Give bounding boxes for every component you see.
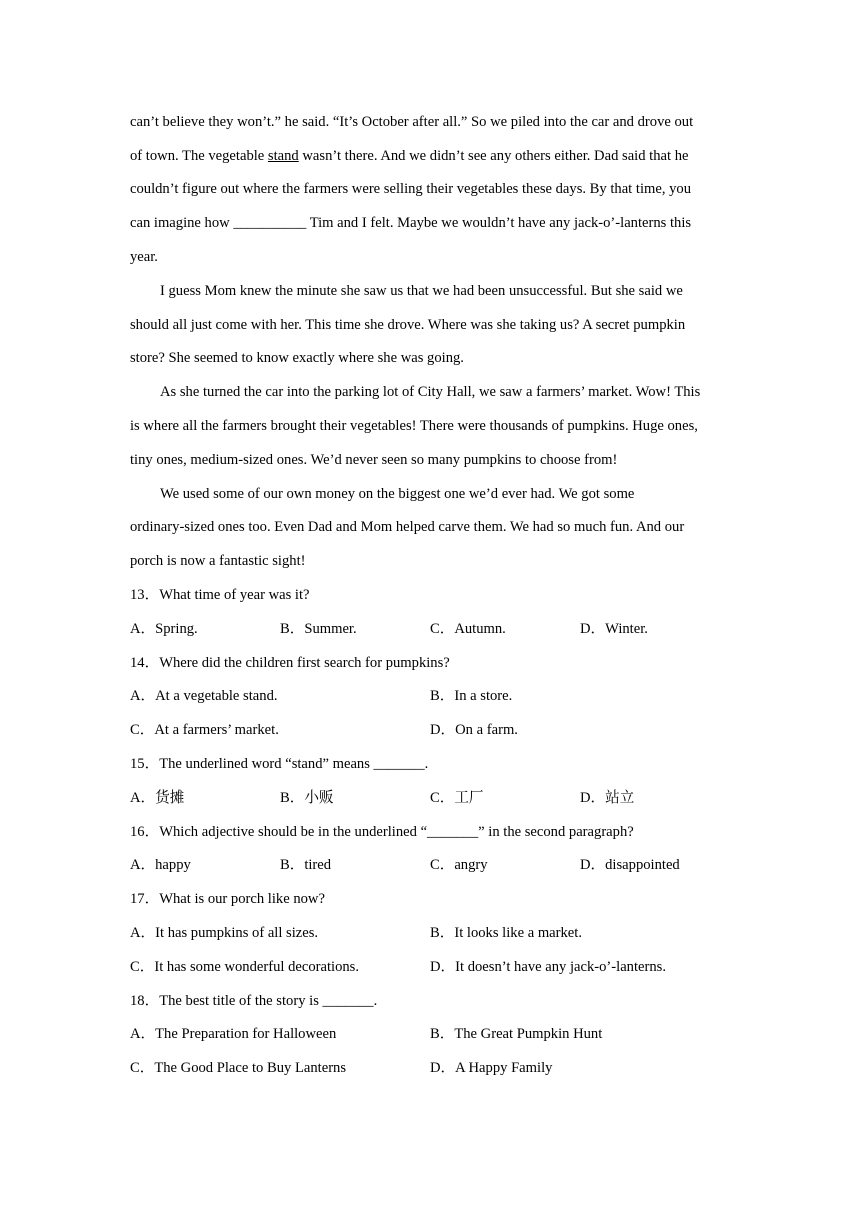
passage-line: can imagine how __________ Tim and I felt. Maybe we wouldn’t have any jack-o’-lanterns this	[130, 215, 692, 231]
passage-line: should all just come with her. This time she drove. Where was she taking us? A secret pumpkin	[130, 317, 686, 333]
option-d: D．disappointed	[580, 857, 680, 873]
passage-text: wasn’t there. And we didn’t see any others either. Dad said that he	[298, 148, 689, 164]
option-a: A．Spring.	[130, 621, 198, 637]
option-a: A．At a vegetable stand.	[130, 688, 278, 704]
option-b: B．Summer.	[280, 621, 357, 637]
option-c: C．It has some wonderful decorations.	[130, 959, 359, 975]
passage-line: ordinary-sized ones too. Even Dad and Mom helped carve them. We had so much fun. And our	[130, 519, 685, 535]
passage-line	[130, 146, 688, 166]
question-stem: 13．What time of year was it?	[130, 587, 310, 603]
passage-line: porch is now a fantastic sight!	[130, 553, 306, 569]
question-stem: 14．Where did the children first search for pumpkins?	[130, 655, 450, 671]
options-row	[130, 957, 730, 977]
option-c: C．Autumn.	[430, 621, 506, 637]
passage-line: couldn’t figure out where the farmers were selling their vegetables these days. By that time, you	[130, 181, 692, 197]
option-c: C．At a farmers’ market.	[130, 722, 279, 738]
passage-line: is where all the farmers brought their vegetables! There were thousands of pumpkins. Huge ones,	[130, 418, 698, 434]
passage-line: We used some of our own money on the biggest one we’d ever had. We got some	[160, 486, 635, 502]
option-c: C．The Good Place to Buy Lanterns	[130, 1060, 347, 1076]
option-b: B．In a store.	[430, 688, 513, 704]
question-stem: 18．The best title of the story is _______.	[130, 993, 378, 1009]
passage-line: I guess Mom knew the minute she saw us that we had been unsuccessful. But she said we	[160, 283, 683, 299]
options-row	[130, 788, 730, 808]
option-a: A．The Preparation for Halloween	[130, 1026, 337, 1042]
option-d: D．It doesn’t have any jack-o’-lanterns.	[430, 959, 666, 975]
option-a: A．货摊	[130, 790, 185, 806]
option-d: D．Winter.	[580, 621, 648, 637]
passage-line: can’t believe they won’t.” he said. “It’s October after all.” So we piled into the car and drove out	[130, 114, 694, 130]
option-a: A．It has pumpkins of all sizes.	[130, 925, 319, 941]
passage-line: store? She seemed to know exactly where she was going.	[130, 350, 464, 366]
option-b: B．It looks like a market.	[430, 925, 582, 941]
underlined-word: stand	[267, 148, 299, 164]
option-b: B．tired	[280, 857, 332, 873]
option-c: C．工厂	[430, 790, 484, 806]
option-b: B．The Great Pumpkin Hunt	[430, 1026, 603, 1042]
question-stem: 15．The underlined word “stand” means _______.	[130, 756, 429, 772]
options-row	[130, 1058, 730, 1078]
option-a: A．happy	[130, 857, 191, 873]
options-row	[130, 720, 730, 740]
option-d: D．On a farm.	[430, 722, 518, 738]
option-b: B．小贩	[280, 790, 334, 806]
options-row	[130, 619, 730, 639]
option-d: D．A Happy Family	[430, 1060, 553, 1076]
passage-text: of town. The vegetable	[130, 148, 268, 164]
options-row	[130, 923, 730, 943]
passage-line: As she turned the car into the parking lot of City Hall, we saw a farmers’ market. Wow! This	[160, 384, 701, 400]
options-row	[130, 855, 730, 875]
question-stem: 16．Which adjective should be in the underlined “_______” in the second paragraph?	[130, 824, 634, 840]
options-row	[130, 1024, 730, 1044]
option-d: D．站立	[580, 790, 635, 806]
passage-line: tiny ones, medium-sized ones. We’d never seen so many pumpkins to choose from!	[130, 452, 618, 468]
question-stem: 17．What is our porch like now?	[130, 891, 325, 907]
passage-line: year.	[130, 249, 158, 265]
option-c: C．angry	[430, 857, 488, 873]
options-row	[130, 686, 730, 706]
